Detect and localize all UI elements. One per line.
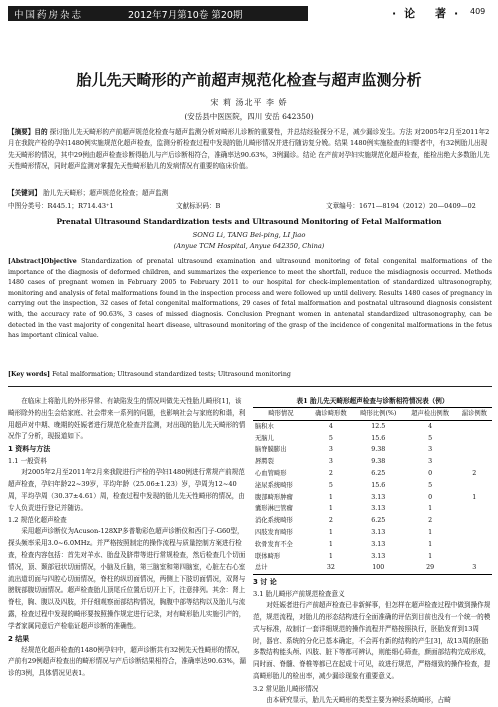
significance-paragraph: 对妊娠者进行产前超声检查已非新鲜事，但怎样在超声检查过程中做到操作规范，规范流程，对胎儿的形态结构进行全面准确的评估到目前也没有一个统一的模式与标准，故制订一套详细规范的操作流程并严格按照执行，胚胎发育到13周时，器官、系统的分化已基本确定，不会再有新的结构的产生[3]，故13周的胚胎多数结构能头颅、四肢、脏下等都可辨认，则能细心筛查，颜面部结构完成形成，同时面、脊髓、脊椎等都已在起成十可见，故进行规范，严格细致的操作检查，提高畸形胎儿的检出率，减少漏诊现象有重要意义。 bbox=[253, 601, 491, 680]
table-header-cell: 超声检出例数 bbox=[411, 410, 450, 417]
table-row bbox=[253, 420, 492, 432]
table-cell: 2 bbox=[328, 469, 333, 477]
abstract-cn-text: 探讨胎儿先天畸形的产前超声规范化检查与超声监测分析对畸形儿诊断的重要性，并总结经验探分不足，减少漏诊发生。方法 对2005年2月至2011年2月在我院产检的孕妇1480例实施规范化超声检查，监测分析检查过程中发现的胎儿畸形情况并进行随访复分娩。结果 1480例实施检查的妇婴者中，有32例胎儿出现先天畸形的情况，其中29例由超声检查诊断得胎儿与产后诊断相符合，准确率达90.63%，3例漏诊。结论 在产前对孕妇实施规范化超声检查，能检出绝大多数胎儿先天性畸形情况，同时超声监测对掌握先天性畸形胎儿的发病情况有重要的临床价值。 bbox=[8, 128, 490, 171]
document-code: 文献标识码：B bbox=[176, 202, 221, 210]
table-cell: 1 bbox=[428, 540, 433, 548]
section-divider bbox=[8, 386, 492, 387]
table-cell: 1 bbox=[472, 493, 477, 501]
table-row bbox=[253, 539, 492, 551]
table-cell bbox=[457, 503, 492, 515]
table-cell: 32 bbox=[326, 564, 335, 572]
table-cell: 泌尿系统畸形 bbox=[255, 481, 293, 489]
table-row bbox=[253, 433, 492, 445]
table-cell: 唇腭裂 bbox=[255, 458, 274, 466]
table-row bbox=[253, 492, 492, 504]
table-row bbox=[253, 456, 492, 468]
table-row bbox=[253, 444, 492, 456]
authors-en: SONG Li, TANG Bei-ping, LI Jiao bbox=[192, 231, 306, 239]
abstract-en bbox=[8, 257, 492, 342]
abstract-cn bbox=[8, 127, 492, 173]
table-cell bbox=[457, 456, 492, 468]
table-cell: 2 bbox=[328, 517, 333, 525]
table-cell: 4 bbox=[428, 422, 433, 430]
abstract-en-label: [Abstract]Objective bbox=[8, 258, 77, 265]
table-cell: 5 bbox=[328, 434, 333, 442]
table-cell bbox=[457, 551, 492, 563]
heading-common-malformations: 3.2 常见胎儿畸形情况 bbox=[253, 684, 319, 693]
common-malformations-paragraph: 由本研究显示，胎儿先天畸形的类型主要为神经系统畸形，占畸 bbox=[266, 695, 451, 704]
table-row bbox=[253, 562, 492, 574]
keywords-en bbox=[8, 371, 492, 378]
table-cell bbox=[457, 527, 492, 539]
table-row bbox=[253, 527, 492, 539]
article-title-cn: 胎儿先天畸形的产前超声规范化检查与超声监测分析 bbox=[76, 71, 422, 89]
table-cell: 0 bbox=[428, 493, 433, 501]
table-cell: 脑积水 bbox=[255, 422, 274, 430]
results-paragraph: 经规范化超声检查的1480例孕妇中，超声诊断共有32例先天性畸形的情况，产前有29例超声检查出的畸形情况与产后诊断结果相符合，准确率达90.63%，漏诊的3例，具体情况见表1。 bbox=[8, 645, 246, 678]
table-cell: 消化系统畸形 bbox=[255, 517, 293, 525]
table-cell: 总计 bbox=[255, 564, 268, 572]
table-cell bbox=[457, 433, 492, 445]
keywords-en-text: Fetal malformation; Ultrasound standardized tests; Ultrasound monitoring bbox=[52, 371, 291, 378]
table-cell: 软骨发育不全 bbox=[255, 540, 293, 548]
table-cell: 5 bbox=[428, 481, 433, 489]
table-cell: 3 bbox=[328, 458, 333, 466]
heading-general-data: 1.1 一般资料 bbox=[8, 457, 47, 466]
table-caption: 表1 胎儿先天畸形超声检查与诊断相符情况表（例） bbox=[296, 397, 449, 405]
table-cell: 1 bbox=[428, 552, 433, 560]
article-number: 文章编号：1671—8194（2012）20—0409—02 bbox=[326, 202, 476, 210]
table-cell: 5 bbox=[428, 434, 433, 442]
table-cell: 5 bbox=[328, 481, 333, 489]
table-cell: 四肢发育畸形 bbox=[255, 528, 293, 536]
keywords-en-label: [Key words] bbox=[8, 371, 51, 378]
table-cell: 无脑儿 bbox=[255, 434, 274, 442]
table-cell: 3 bbox=[328, 446, 333, 454]
article-title-en: Prenatal Ultrasound Standardization tests and Ultrasound Monitoring of Fetal Malformation bbox=[56, 217, 442, 226]
authors-cn: 宋 莉 汤北平 李 娇 bbox=[210, 98, 288, 107]
table-cell: 1 bbox=[328, 540, 333, 548]
malformation-table bbox=[253, 407, 492, 575]
affiliation-cn: (安岳县中医医院，四川 安岳 642350) bbox=[184, 112, 314, 121]
page-number: 409 bbox=[470, 7, 486, 16]
standard-exam-paragraph: 采用超声诊断仪为Acuson-128XP多普勒彩色超声诊断仪和西门子-G60型，探头频率采用3.0~6.0MHz。并严格按照制定的操作流程与质量控制方案进行检查，检查内容包括：首先对羊水、胎盘及脐带等进行常规检查，然后检查几个切面情况，顶、颞部冠状切面情况，小脑及丘脑，第三脑室和第四脑室，心脏左右心室流出道切面与四腔心切面情况，脊柱的纵切面情况，两侧上下肢切面情况，双肾与膀胱部腹切面情况。超声检查胎儿顶尾丘位置后切开上下，注意排列。其余：肾上脊柱，胸、腹以及四肢，并仔细观察面部结构情况，胸腹中部等结构以及胎儿与流露，检查过程中发现的畸形要按照操作规定进行记录，对有畸形胎儿实施引产的，学者家属同意后产检临证超声诊断的准确性。 bbox=[8, 527, 246, 630]
table-row bbox=[253, 503, 492, 515]
page-header bbox=[0, 0, 498, 28]
body-left-column bbox=[8, 396, 246, 680]
table-cell: 15.6 bbox=[371, 481, 386, 489]
table-cell: 3.13 bbox=[371, 540, 386, 548]
table-cell: 15.6 bbox=[371, 434, 386, 442]
table-row bbox=[253, 480, 492, 492]
heading-significance: 3.1 胎儿畸形产前规范检查意义 bbox=[253, 590, 345, 599]
table-row bbox=[253, 468, 492, 480]
table-cell: 3 bbox=[428, 446, 433, 454]
affiliation-en: (Anyue TCM Hospital, Anyue 642350, China) bbox=[173, 242, 325, 250]
table-cell: 3 bbox=[472, 564, 477, 572]
heading-standard-exam: 1.2 规范化超声检查 bbox=[8, 516, 67, 525]
table-cell: 2 bbox=[472, 469, 477, 477]
table-cell: 29 bbox=[426, 564, 435, 572]
body-right-column bbox=[253, 396, 492, 707]
table-cell: 1 bbox=[328, 528, 333, 536]
abstract-en-text: Standardization of prenatal ultrasound examination and ultrasound monitoring of fetal congenital malformations of the importance of the diagnosis of deformed children, and summarizes the experience to meet the shortfall, reduce the misdiagnosis occurred. Methods 1480 cases of pregnant women in February 2005 to February 2011 to our hospital for check-implementation of standardized ultrasonography, monitoring and analysis of fetal malformations found in the inspection process and were followed up until delivery. Results 1480 cases of pregnancy in carrying out the inspection, 32 cases of fetal congenital malformations, 29 cases of fetal malformation and postnatal ultrasound diagnosis consistent with, the accuracy rate of 90.63%, 3 cases of missed diagnosis. Conclusion Pregnant women in antenatal standardized ultrasonography, can be detected in the vast majority of congenital heart disease, ultrasound monitoring of the grasp of the incidence of congenital malformations in the fetus has important clinical value. bbox=[8, 258, 492, 340]
table-cell: 6.25 bbox=[371, 469, 386, 477]
section-label: ·论 著· bbox=[392, 7, 467, 20]
table-cell: 2 bbox=[428, 517, 433, 525]
intro-paragraph: 在临床上将胎儿的外形异常、有缺陷发生的情况叫做先天性胎儿畸形[1]，该畸形除外的出生会给家庭、社会带来一系列的问题，也影响社会与家庭的和谐，利用超声对中期、晚期的妊娠者进行规范化检查并监测，对出现的胎儿先天畸形的情况作了分析，现报道如下。 bbox=[8, 397, 246, 441]
keywords-cn-text: 胎儿先天畸形；超声规范化检查；超声监测 bbox=[43, 189, 169, 197]
table-cell: 3.13 bbox=[371, 552, 386, 560]
table-header-cell: 畸形情况 bbox=[268, 410, 294, 417]
table-cell: 9.38 bbox=[371, 446, 386, 454]
table-cell: 3.13 bbox=[371, 505, 386, 513]
heading-discussion: 3 讨 论 bbox=[253, 578, 277, 587]
table-cell bbox=[457, 539, 492, 551]
table-cell: 3.13 bbox=[371, 493, 386, 501]
table-cell: 1 bbox=[328, 493, 333, 501]
table-cell: 9.38 bbox=[371, 458, 386, 466]
table-row bbox=[253, 515, 492, 527]
table-cell bbox=[457, 515, 492, 527]
table-row bbox=[253, 551, 492, 563]
abstract-cn-label: 【摘要】目的 bbox=[8, 128, 48, 136]
table-cell bbox=[457, 480, 492, 492]
table-header-row bbox=[253, 408, 492, 421]
table-cell: 100 bbox=[372, 564, 385, 572]
table-cell bbox=[457, 420, 492, 432]
journal-issue: 2012年7月第10卷 第20期 bbox=[128, 10, 243, 21]
table-cell: 囊形淋巴管瘤 bbox=[255, 505, 293, 513]
journal-name: 中国药房杂志 bbox=[14, 10, 84, 21]
table-cell: 1 bbox=[328, 552, 333, 560]
table-cell: 腹部畸形肿瘤 bbox=[255, 493, 293, 501]
table-cell: 0 bbox=[428, 469, 433, 477]
table-cell: 1 bbox=[428, 528, 433, 536]
general-data-paragraph: 对2005年2月至2011年2月来我院进行产检的孕妇1480例进行常规产前规范超声检查，孕妇年龄22~39岁，平均年龄（25.06±1.23）岁，孕周为12~40周，平均孕周（30.37±4.61）周，检查过程中发现的胎儿先天性畸形的情况，由专人负责进行登记并随访。 bbox=[8, 468, 245, 512]
table-cell: 3 bbox=[428, 458, 433, 466]
table-header-cell: 漏诊例数 bbox=[461, 410, 487, 417]
table-cell: 心血管畸形 bbox=[255, 469, 287, 477]
keywords-cn-label: 【关键词】 bbox=[8, 189, 41, 197]
clc-number: 中图分类号：R445.1；R714.43⁺1 bbox=[8, 202, 114, 210]
table-cell bbox=[457, 444, 492, 456]
table-cell: 6.25 bbox=[371, 517, 386, 525]
table-cell: 3.13 bbox=[371, 528, 386, 536]
heading-results: 2 结果 bbox=[8, 634, 30, 643]
keywords-cn bbox=[8, 187, 492, 197]
table-cell: 1 bbox=[328, 505, 333, 513]
table-cell: 脑脊膜膨出 bbox=[255, 446, 287, 454]
table-cell: 4 bbox=[328, 422, 333, 430]
table-header-cell: 确诊畸形数 bbox=[315, 410, 347, 417]
table-cell: 12.5 bbox=[371, 422, 386, 430]
table-header-cell: 畸形比例(%) bbox=[360, 410, 397, 417]
heading-methods: 1 资料与方法 bbox=[8, 445, 51, 454]
table-cell: 联体畸形 bbox=[255, 552, 281, 560]
table-cell: 1 bbox=[428, 505, 433, 513]
